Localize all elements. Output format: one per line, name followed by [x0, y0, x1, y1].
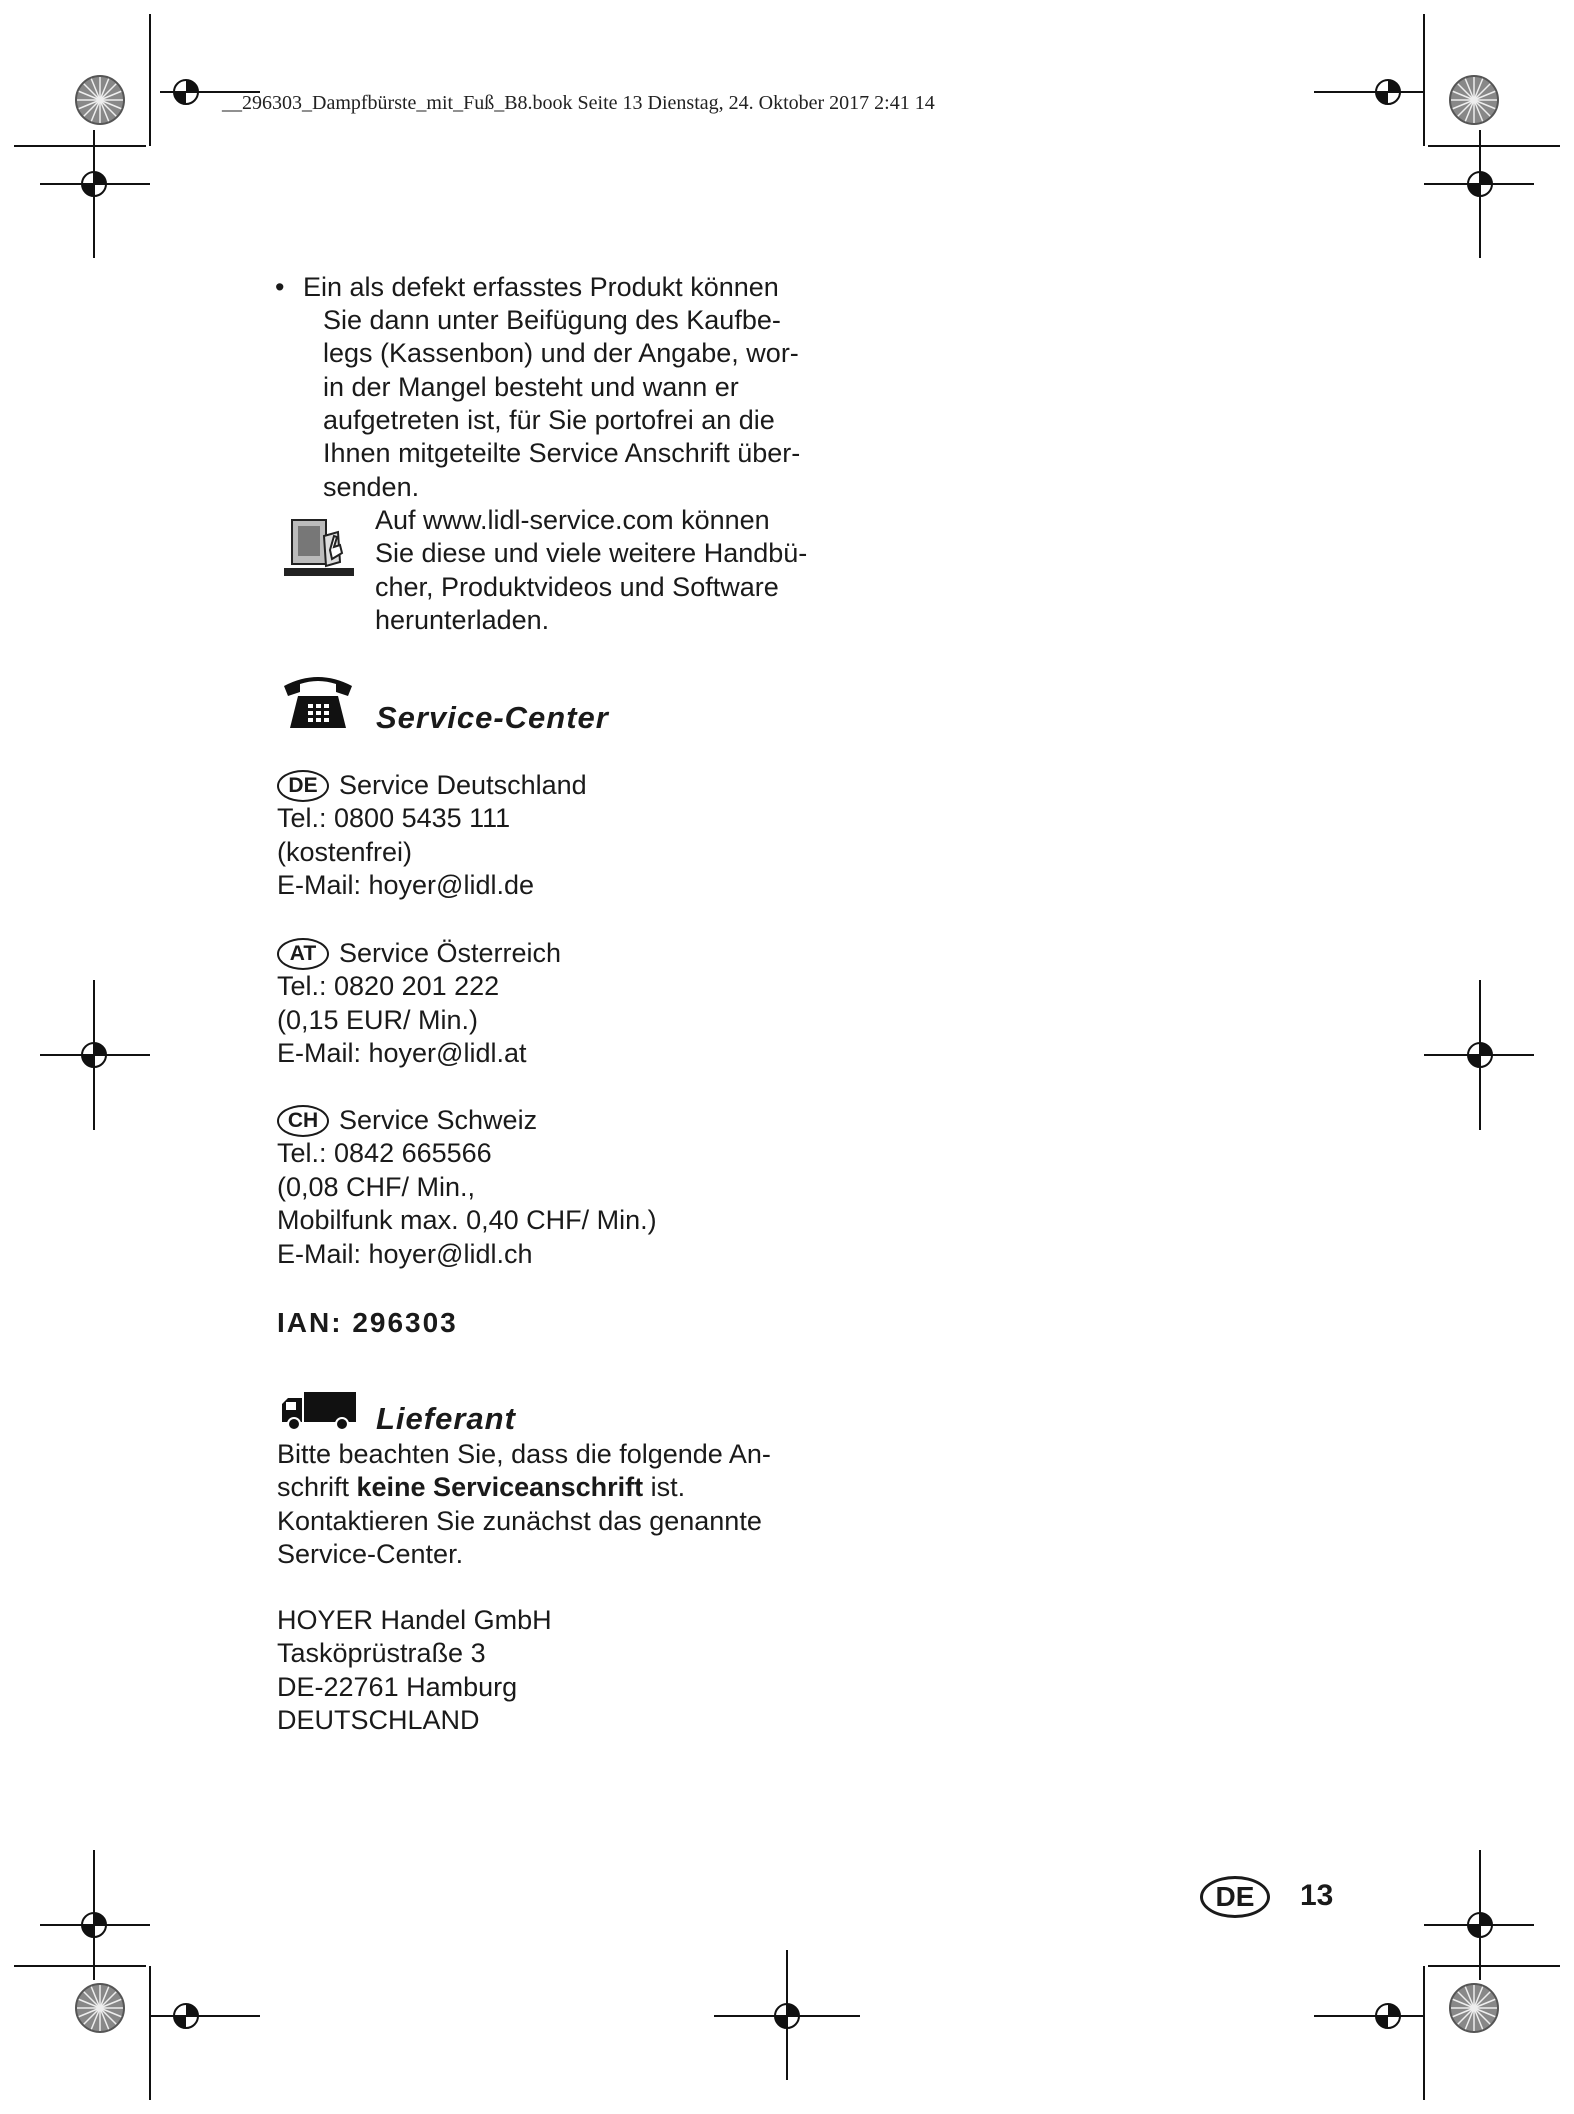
service-email[interactable]: E-Mail: hoyer@lidl.de — [277, 870, 535, 901]
bullet-line: in der Mangel besteht und wann er — [323, 372, 739, 402]
service-line: Mobilfunk max. 0,40 CHF/ Min.) — [277, 1205, 657, 1236]
service-email[interactable]: E-Mail: hoyer@lidl.at — [277, 1038, 527, 1069]
service-center-heading: Service-Center — [376, 700, 609, 735]
service-line: (0,15 EUR/ Min.) — [277, 1004, 479, 1035]
supplier-note-text: ist. — [643, 1472, 686, 1503]
supplier-note-text: schrift — [277, 1472, 357, 1503]
bullet-line: legs (Kassenbon) und der Angabe, wor- — [323, 338, 799, 368]
service-block-ch — [277, 1104, 657, 1271]
service-title: Service Deutschland — [339, 770, 587, 800]
service-line: (0,08 CHF/ Min., — [277, 1171, 476, 1202]
service-email[interactable]: E-Mail: hoyer@lidl.ch — [277, 1238, 533, 1269]
supplier-note-line: Bitte beachten Sie, dass die folgende An- — [277, 1439, 771, 1469]
bullet-paragraph — [275, 271, 875, 511]
web-note-line: Auf www.lidl-service.com können — [375, 505, 770, 535]
supplier-note-line: Kontaktieren Sie zunächst das genannte — [277, 1505, 762, 1536]
supplier-note-emphasis: keine Serviceanschrift — [356, 1472, 644, 1503]
supplier-note-line — [277, 1471, 771, 1504]
service-line: Tel.: 0800 5435 111 — [277, 803, 511, 834]
service-line: Tel.: 0820 201 222 — [277, 971, 500, 1002]
web-note — [375, 504, 807, 638]
web-note-line: cher, Produktvideos und Software — [375, 571, 779, 602]
manual-download-icon — [284, 516, 354, 580]
supplier-note-line: Service-Center. — [277, 1539, 464, 1570]
running-head: __296303_Dampfbürste_mit_Fuß_B8.book Seite 13 Dienstag, 24. Oktober 2017 2:41 14 — [222, 92, 935, 114]
country-badge-at: AT — [277, 938, 329, 970]
ian-number: IAN: 296303 — [277, 1307, 458, 1338]
service-line: (kostenfrei) — [277, 836, 413, 867]
country-badge-ch: CH — [277, 1105, 329, 1137]
truck-icon — [280, 1390, 356, 1432]
bullet-line: Ein als defekt erfasstes Produkt können — [303, 272, 779, 302]
bullet-symbol: • — [275, 272, 285, 302]
address-line: DE-22761 Hamburg — [277, 1671, 518, 1702]
bullet-line: Ihnen mitgeteilte Service Anschrift über- — [323, 438, 801, 468]
address-line: DEUTSCHLAND — [277, 1705, 480, 1736]
supplier-note — [277, 1438, 771, 1572]
page-number: 13 — [1300, 1879, 1334, 1912]
service-title: Service Schweiz — [339, 1105, 538, 1135]
service-title: Service Österreich — [339, 938, 562, 968]
supplier-heading: Lieferant — [376, 1401, 516, 1436]
bullet-line: senden. — [323, 472, 420, 502]
service-block-at — [277, 937, 561, 1071]
footer-country-badge: DE — [1200, 1876, 1270, 1918]
telephone-icon — [280, 672, 356, 732]
bullet-line: aufgetreten ist, für Sie portofrei an die — [323, 405, 775, 435]
bullet-line: Sie dann unter Beifügung des Kaufbe- — [323, 305, 781, 335]
web-note-line: Sie diese und viele weitere Handbü- — [375, 538, 808, 569]
country-badge-de: DE — [277, 770, 329, 802]
service-line: Tel.: 0842 665566 — [277, 1138, 492, 1169]
web-note-line: herunterladen. — [375, 605, 550, 636]
address-line: HOYER Handel GmbH — [277, 1605, 552, 1635]
service-block-de — [277, 769, 587, 903]
address-line: Tasköprüstraße 3 — [277, 1638, 486, 1669]
supplier-address — [277, 1604, 552, 1738]
